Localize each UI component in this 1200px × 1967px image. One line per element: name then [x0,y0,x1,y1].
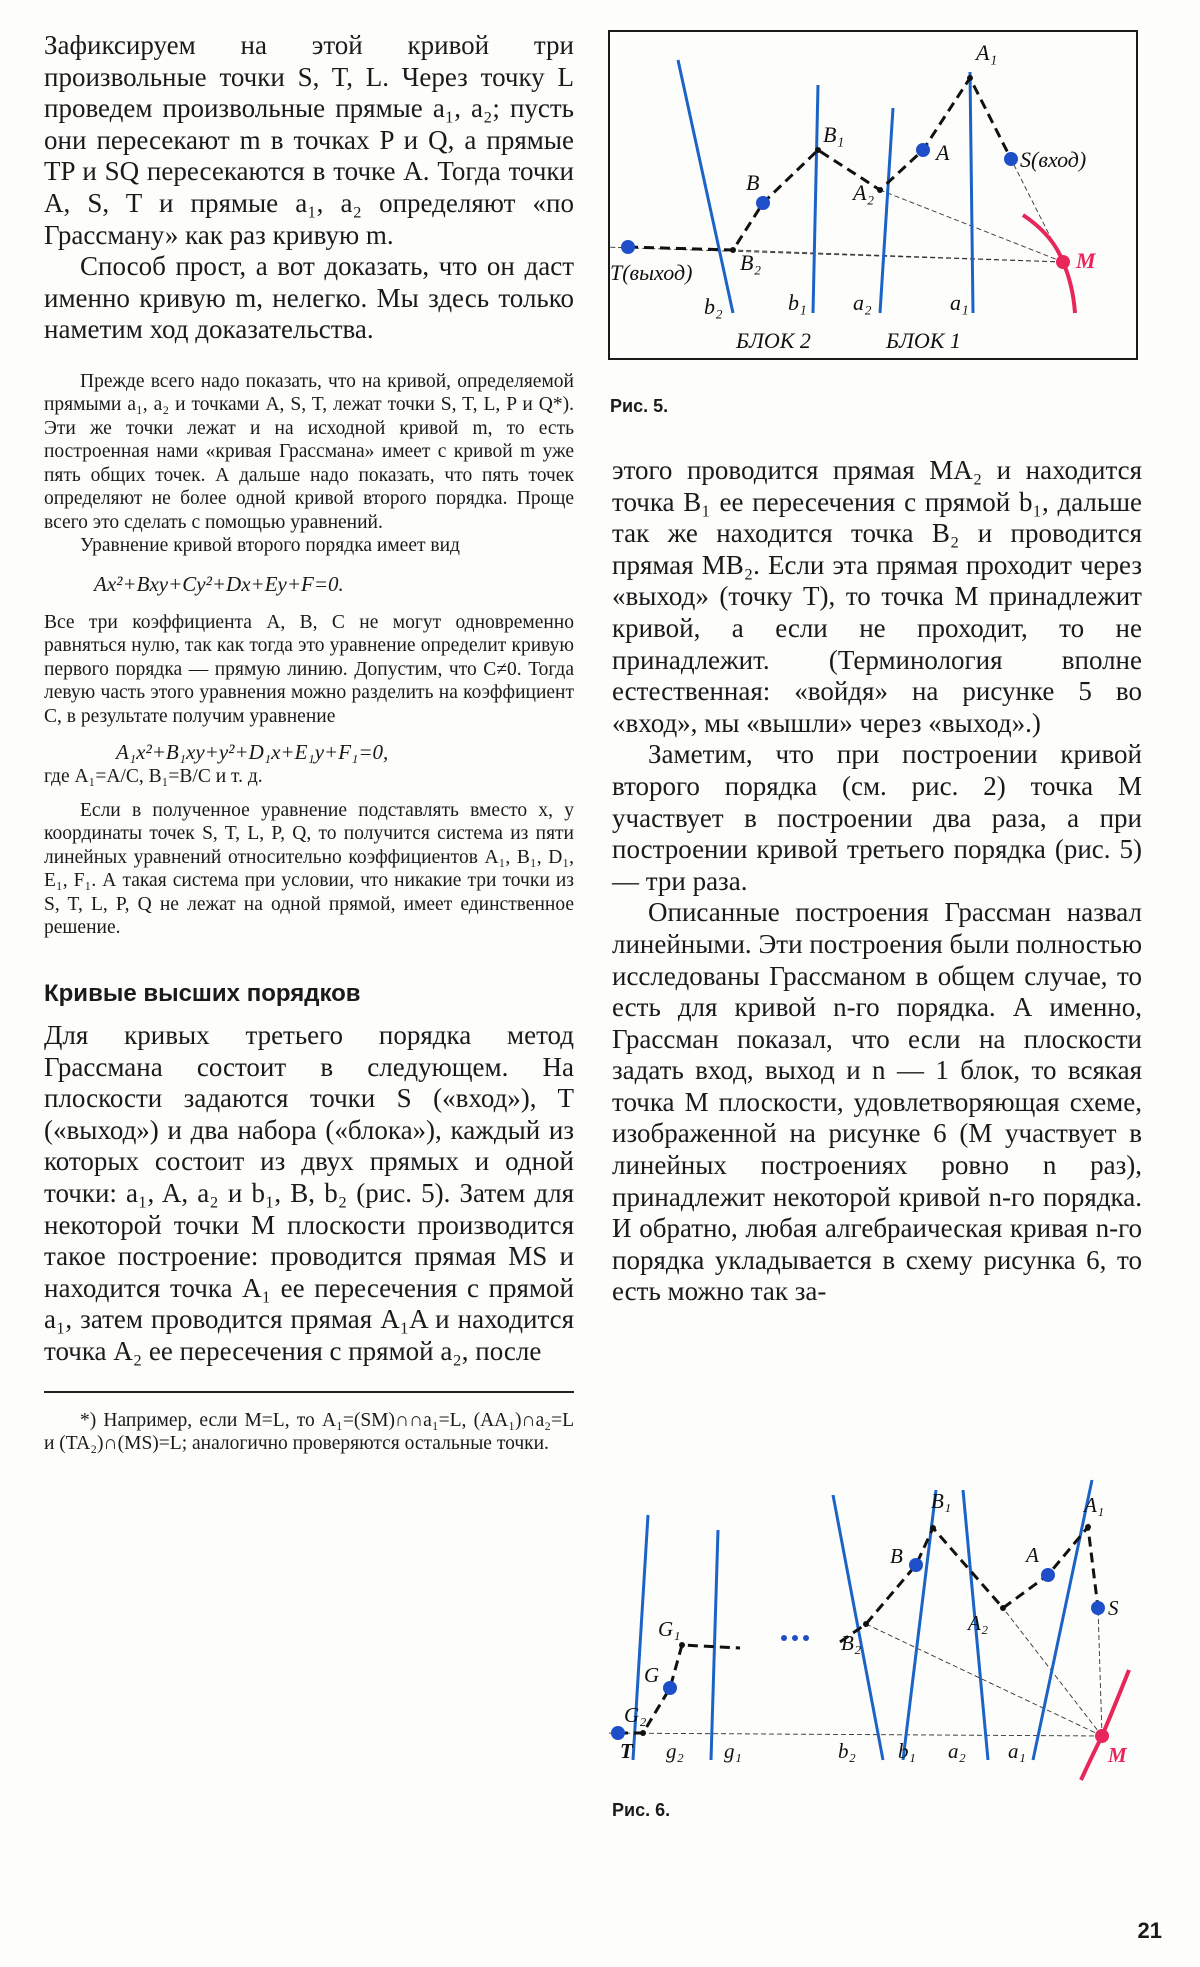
point-b1 [815,147,821,153]
point-s [1004,152,1018,166]
line-a1 [970,72,973,313]
construction-line [1098,1608,1102,1736]
ellipsis-dot [781,1635,787,1641]
label-b: B [890,1544,903,1568]
footnote-divider [44,1391,574,1393]
figure-6 [608,1460,1138,1790]
label-line-a1: a₁ [950,290,969,315]
line-b1 [813,85,818,313]
label-line-a2: a₂ [948,1739,966,1763]
footnote: *) Например, если M=L, то A₁=(SM)∩∩a₁=L, (AA₁)∩a₂=L и (TA₂)∩(MS)=L; аналогично проверяются остальные точки. [44,1409,574,1455]
ellipsis-dots [781,1635,809,1641]
point-b2 [863,1621,869,1627]
label-block2: БЛОК 2 [736,328,811,353]
point-b [756,196,770,210]
label-line-b2: b₂ [838,1739,856,1763]
paragraph: Способ прост, а вот доказать, что он даст именно кривую m, нелегко. Мы здесь только наметим ход доказательства. [44,251,574,345]
label-t: T(выход) [610,260,693,285]
label-b2: B₂ [740,250,762,275]
equation: Ax²+Bxy+Cy²+Dx+Ey+F=0. [94,571,344,596]
point-a1 [1085,1524,1091,1530]
line-g1 [711,1530,718,1760]
line-a2 [880,108,893,313]
label-a2: A₂ [853,180,875,205]
label-s: S(вход) [1020,147,1087,172]
label-m: M [1076,248,1096,273]
point-g [663,1681,677,1695]
label-a2: A₂ [968,1611,989,1635]
paragraph: этого проводится прямая MA₂ и находится точка B₁ ее пересечения с прямой b₁, дальше так же находится точка B₂ и проводится прямая MB₂. Если эта прямая проходит через «выход» (точку T), то точка M принадлежит кривой, а если не проходит, то не принадлежит. (Терминология вполне естественная: «войдя» на рисунке 5 во «вход», мы «вышли» через «выход».) [612,455,1142,738]
label-g: G [644,1663,660,1687]
label-s: S [1108,1596,1119,1620]
small-paragraph: Уравнение кривой второго порядка имеет вид [80,535,460,557]
figure-6-caption: Рис. 6. [612,1800,671,1820]
ellipsis-dot [803,1635,809,1641]
figure-5-caption: Рис. 5. [610,396,669,416]
label-a: A [936,140,950,165]
ellipsis-dot [792,1635,798,1641]
figure-5 [608,30,1138,370]
paragraph: Заметим, что при построении кривой второго порядка (см. рис. 2) точка M участвует в построении два раза, а при построении кривой третьего порядка (рис. 5) — три раза. [612,739,1142,896]
point-m [1056,255,1070,269]
label-line-a1: a₁ [1008,1739,1026,1763]
point-a [916,143,930,157]
left-column [44,30,574,1456]
line-b2 [833,1495,883,1760]
point-g2 [640,1730,646,1736]
label-a1: A₁ [1084,1493,1105,1517]
paragraph: Зафиксируем на этой кривой три произвольные точки S, T, L. Через точку L проведем произвольные прямые a₁, a₂; пусть они пересекают m в точках P и Q, а прямые TP и SQ пересекаются в точке A. Тогда точки A, S, T и прямые a₁, a₂ определяют «по Грассману» как раз кривую m. [44,30,574,250]
label-a1: A₁ [976,40,998,65]
small-paragraph: Все три коэффициента A, B, C не могут одновременно равняться нулю, так как тогда это уравнение определит кривую первого порядка — прямую линию. Допустим, что C≠0. Тогда левую часть этого уравнения можно разделить на коэффициент C, в результате получим уравнение [44,611,574,727]
construction-line [608,1733,1102,1736]
label-block1: БЛОК 1 [886,328,961,353]
label-m: M [1108,1743,1127,1767]
section-heading: Кривые высших порядков [44,979,361,1007]
label-b1: B₁ [823,122,845,147]
label-a: A [1026,1543,1039,1567]
small-paragraph: Прежде всего надо показать, что на кривой, определяемой прямыми a₁, a₂ и точками A, S, T, лежат точки S, T, L, P и Q*). Эти же точки лежат и на исходной кривой m, то есть построенная нами «кривая Грассмана» имеет с кривой m уже пять общих точек. А дальше надо показать, что пять точек определяют не более одной кривой второго порядка. Проще всего это сделать с помощью уравнений. [44,370,574,533]
label-line-g1: g₁ [724,1739,742,1763]
equation: A₁x²+B₁xy+y²+D₁x+E₁y+F₁=0, [116,740,389,765]
point-b [909,1558,923,1572]
page-number: 21 [1137,1918,1162,1943]
point-s [1091,1601,1105,1615]
point-a1 [967,75,973,81]
label-line-b1: b₁ [788,290,807,315]
point-b2 [730,247,736,253]
label-g2: G₂ [624,1703,647,1727]
construction-path [628,78,1011,250]
label-line-b2: b₂ [704,294,723,319]
label-b1: B₁ [931,1489,952,1513]
point-t [611,1726,625,1740]
label-line-b1: b₁ [898,1739,916,1763]
label-g1: G₁ [658,1617,681,1641]
paragraph: Описанные построения Грассман назвал линейными. Эти построения были полностью исследованы Грассманом в общем случае, то есть для кривой n-го порядка. А именно, Грассман показал, что если на плоскости задать вход, выход и n — 1 блок, то всякая точка M плоскости, удовлетворяющая схеме, изображенной на рисунке 6 (M участвует в линейных построениях ровно n раз), принадлежит некоторой кривой n-го порядка. И обратно, любая алгебраическая кривая n-го порядка укладывается в схему рисунка 6, то есть можно так за- [612,897,1142,1307]
label-line-g2: g₂ [666,1739,684,1763]
point-a2 [877,187,883,193]
point-a [1041,1568,1055,1582]
point-b1 [930,1525,936,1531]
label-b2: B₂ [841,1631,862,1655]
small-paragraph: Если в полученное уравнение подставлять вместо x, y координаты точек S, T, L, P, Q, то получится система из пяти линейных уравнений относительно коэффициентов A₁, B₁, D₁, E₁, F₁. А такая система при условии, что никакие три точки из S, T, L, P, Q не лежат на одной прямой, имеет единственное решение. [44,799,574,939]
label-line-a2: a₂ [853,290,872,315]
paragraph: Для кривых третьего порядка метод Грассмана состоит в следующем. На плоскости задаются точки S («вход»), T («выход») и два набора («блока»), каждый из которых состоит из двух прямых и одной точки: a₁, A, a₂ и b₁, B, b₂ (рис. 5). Затем для некоторой точки M плоскости производится такое построение: проводится прямая MS и находится точка A₁ ее пересечения с прямой a₁, затем проводится прямая A₁A и находится точка A₂ ее пересечения с прямой a₂, после [44,1019,574,1366]
line-a1 [1033,1480,1092,1760]
point-m [1095,1729,1109,1743]
small-paragraph: где A₁=A/C, B₁=B/C и т. д. [44,766,263,788]
point-t [621,240,635,254]
right-column [612,455,1142,1308]
point-a2 [1000,1605,1006,1611]
label-t: T [620,1739,633,1763]
point-g1 [679,1642,685,1648]
label-b: B [746,170,760,195]
